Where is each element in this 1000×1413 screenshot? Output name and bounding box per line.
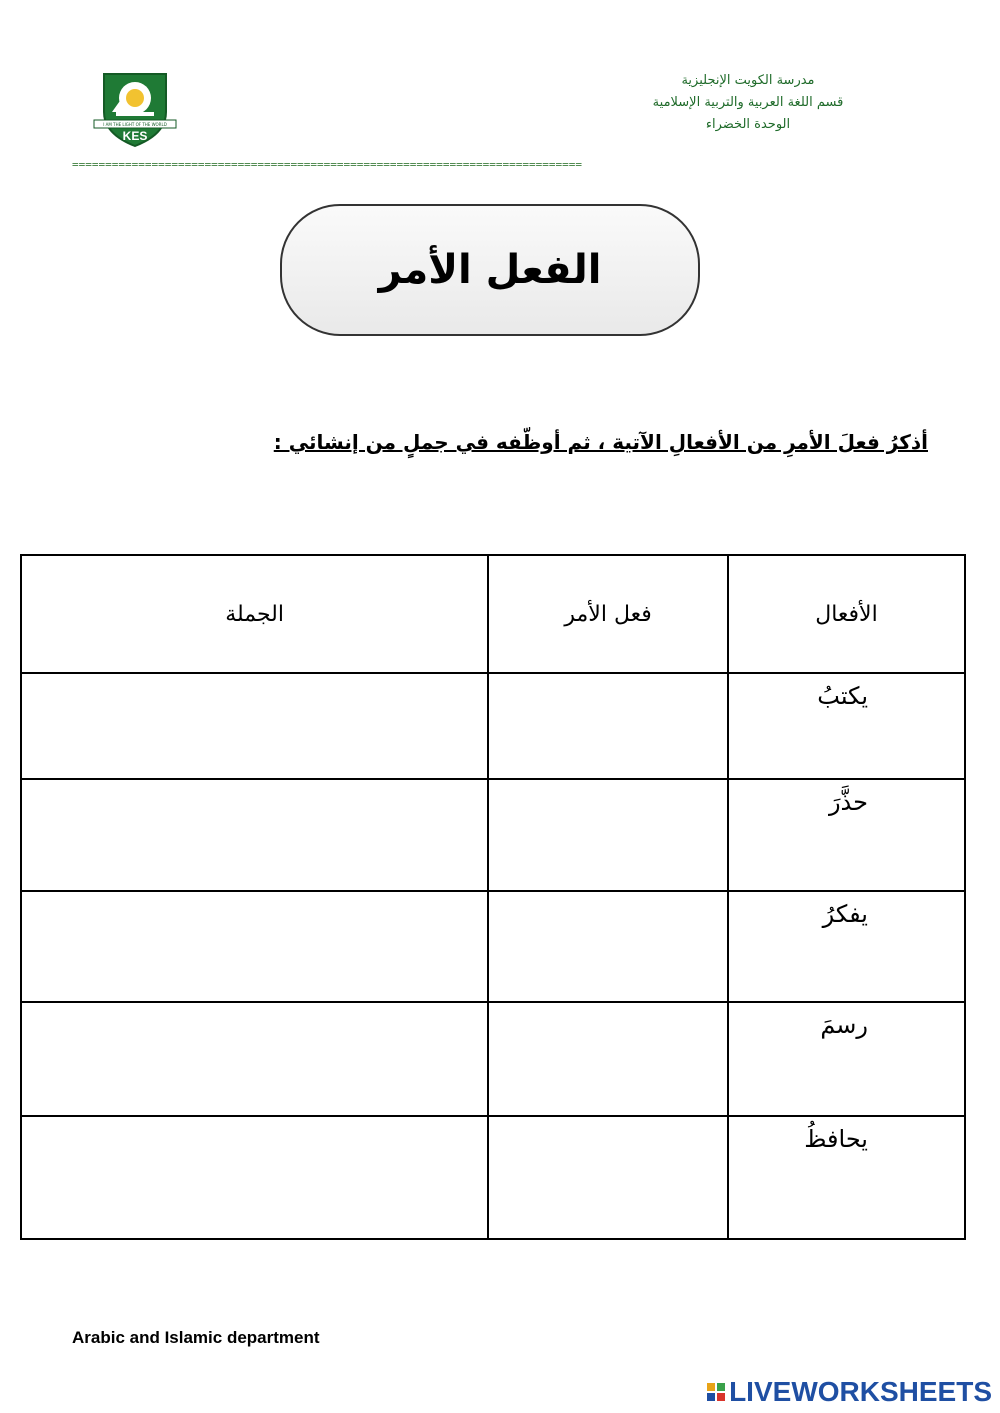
table-row [21,1002,965,1116]
sentence-answer-cell[interactable] [21,779,488,891]
table-row [21,779,965,891]
sentence-answer-cell[interactable] [21,673,488,779]
page-title: الفعل الأمر [378,247,602,293]
imperative-answer-cell[interactable] [488,1002,728,1116]
school-header [568,70,928,136]
instruction-text: أذكرُ فعلَ الأمرِ من الأفعالِ الآتية ، ثم أوظّفه في جملٍ من إنشائي : [273,430,928,454]
verb-cell: رسمَ [728,1002,965,1116]
imperative-answer-cell[interactable] [488,673,728,779]
separator-line: ============================================================================= [72,158,582,171]
school-name: مدرسة الكويت الإنجليزية [681,73,815,88]
table-row [21,673,965,779]
verb-cell: يفكرُ [728,891,965,1002]
logo-text: KES [122,129,148,143]
sentence-answer-cell[interactable] [21,1116,488,1239]
header-sentence: الجملة [21,555,488,673]
table-row [21,891,965,1002]
verb-cell: يكتبُ [728,673,965,779]
liveworksheets-brand[interactable] [707,1376,992,1408]
imperative-answer-cell[interactable] [488,779,728,891]
imperative-answer-cell[interactable] [488,891,728,1002]
verb-cell: يحافظُ [728,1116,965,1239]
header-verbs: الأفعال [728,555,965,673]
school-logo [92,68,178,150]
liveworksheets-logo-icon [707,1383,725,1401]
sentence-answer-cell[interactable] [21,891,488,1002]
footer-department: Arabic and Islamic department [72,1328,320,1347]
school-unit: الوحدة الخضراء [705,117,791,132]
logo-motto: I AM THE LIGHT OF THE WORLD [103,122,167,127]
title-box [280,204,700,336]
imperative-answer-cell[interactable] [488,1116,728,1239]
table-row [21,1116,965,1239]
worksheet-table [20,554,966,1240]
header-imperative: فعل الأمر [488,555,728,673]
table-header-row [21,555,965,673]
school-department: قسم اللغة العربية والتربية الإسلامية [652,95,844,110]
brand-text: LIVEWORKSHEETS [729,1376,992,1407]
sentence-answer-cell[interactable] [21,1002,488,1116]
verb-cell: حذَّرَ [728,779,965,891]
